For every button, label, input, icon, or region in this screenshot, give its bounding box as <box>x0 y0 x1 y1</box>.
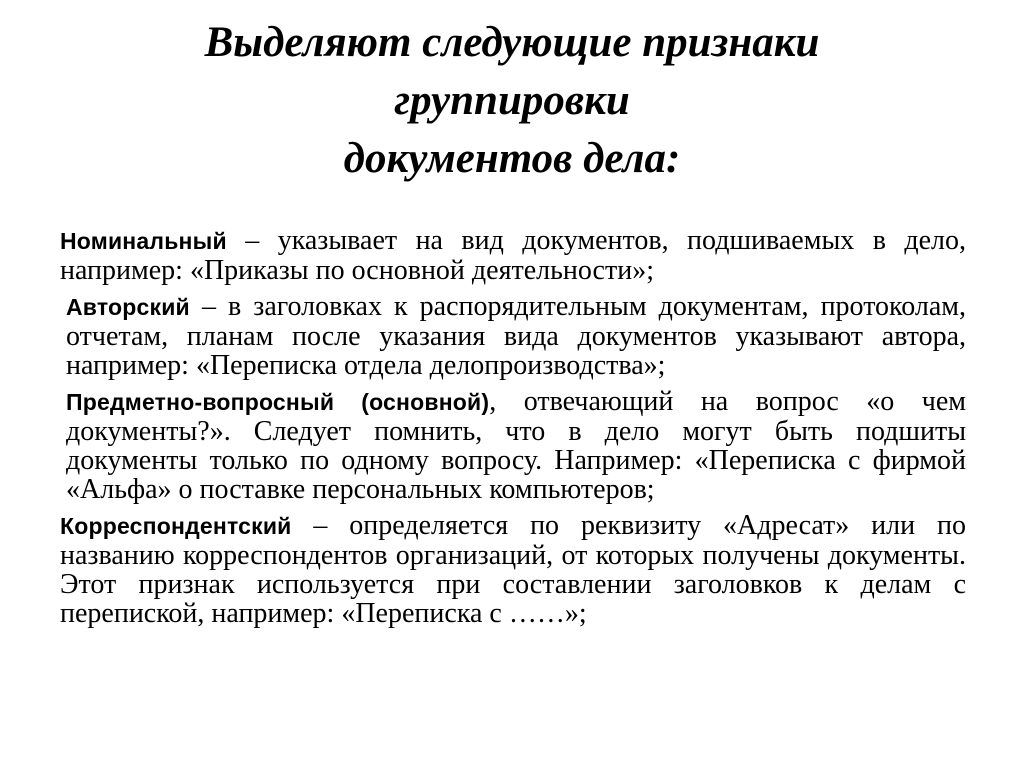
paragraph-subject <box>60 387 966 504</box>
term-correspondent: Корреспондентский <box>60 513 292 539</box>
title-line-3: документов дела: <box>343 135 681 182</box>
term-subject: Предметно-вопросный (основной) <box>66 389 490 415</box>
title-line-2: группировки <box>394 77 630 124</box>
term-nominal: Номинальный <box>60 228 227 254</box>
term-author: Авторский <box>66 294 190 320</box>
text-subject: , отвечающий на вопрос «о чем документы?». Следует помнить, что в дело могут быть подшиты документы только по одному вопросу. Например: «Переписка с фирмой «Альфа» о поставке персональных компьютеров; <box>66 386 966 505</box>
paragraph-author <box>60 292 966 380</box>
title-line-1: Выделяют следующие признаки <box>204 19 820 66</box>
paragraph-nominal <box>60 226 966 285</box>
slide-title <box>60 14 964 188</box>
text-author: – в заголовках к распорядительным документам, протоколам, отчетам, планам после указания вида документов указывают автора, например: «Переписка отдела делопроизводства»; <box>66 291 966 381</box>
slide-body <box>60 226 966 635</box>
text-correspondent: – определяется по реквизиту «Адресат» или по названию корреспондентов организаций, от которых получены документы. Этот признак используется при составлении заголовков к делам с перепиской, например: «Переписка с ……»; <box>60 510 966 629</box>
text-nominal: – указывает на вид документов, подшиваемых в дело, например: «Приказы по основной деятельности»; <box>60 225 966 286</box>
paragraph-correspondent <box>60 511 966 628</box>
